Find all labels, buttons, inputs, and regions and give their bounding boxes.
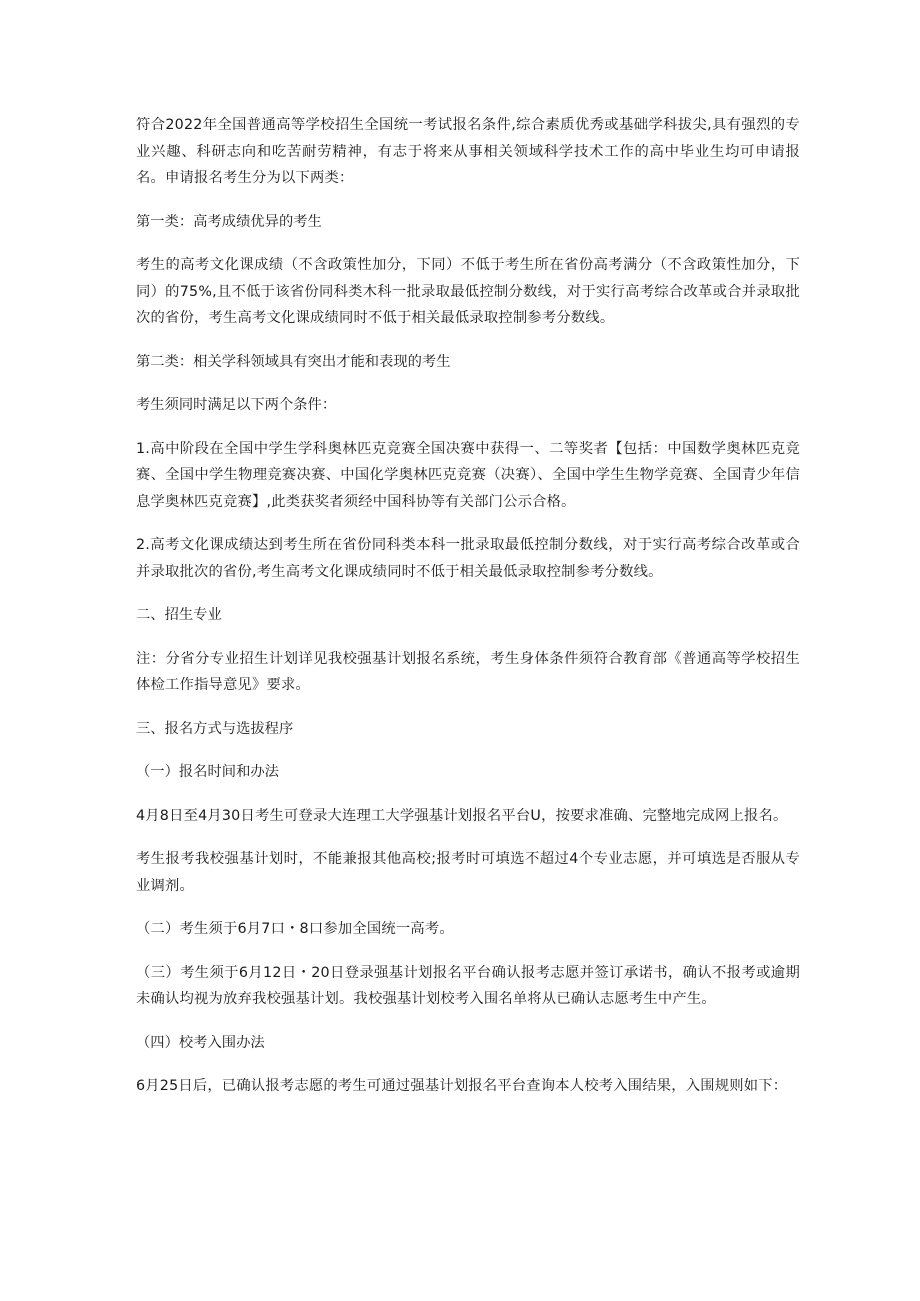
registration-time-paragraph: 4月8日至4月30日考生可登录大连理工大学强基计划报名平台U，按要求准确、完整地完成网上报名。 xyxy=(136,807,788,824)
category-two-heading: 第二类：相关学科领域具有突出才能和表现的考生 xyxy=(136,353,451,370)
subsection-four-heading: （四）校考入围办法 xyxy=(136,1034,265,1051)
subsection-one-heading: （一）报名时间和办法 xyxy=(136,764,279,780)
category-one-paragraph: 考生的高考文化课成绩（不含政策性加分，下同）不低于考生所在省份高考满分（不含政策性加分，下同）的75%,且不低于该省份同科类木科一批录取最低控制分数线，对于实行高考综合改革或合并录取批次的省份，考生高考文化课成绩同时不低于相关最低录取控制参考分数线。 xyxy=(136,257,800,326)
subsection-three-paragraph: （三）考生须于6月12日・20日登录强基计划报名平台确认报考志愿并签订承诺书，确认不报考或逾期未确认均视为放弃我校强基计划。我校强基计划校考入围名单将从已确认志愿考生中产生。 xyxy=(136,964,800,1007)
note-paragraph: 注：分省分专业招生计划详见我校强基计划报名系统，考生身体条件须符合教育部《普通高等学校招生体检工作指导意见》要求。 xyxy=(136,650,800,693)
condition-one-paragraph: 1.高中阶段在全国中学生学科奥林匹克竞赛全国决赛中获得一、二等奖者【包括：中国数学奥林匹克竞赛、全国中学生物理竞赛决赛、中国化学奥林匹克竞赛（决赛）、全国中学生生物学竞赛、全国青少年信息学奥林匹克竞赛】,此类获奖者须经中国科协等有关部门公示合格。 xyxy=(136,440,800,510)
registration-rules-paragraph: 考生报考我校强基计划时，不能兼报其他高校;报考时可填选不超过4个专业志愿，并可填选是否服从专业调剂。 xyxy=(136,851,800,894)
section-two-heading: 二、招生专业 xyxy=(136,607,222,623)
category-one-heading: 第一类：高考成绩优异的考生 xyxy=(136,213,322,230)
intro-paragraph: 符合2022年全国普通高等学校招生全国统一考试报名条件,综合素质优秀或基础学科拔尖,具有强烈的专业兴趣、科研志向和吃苦耐劳精神，有志于将来从事相关领域科学技术工作的高中毕业生均可申请报名。申请报名考生分为以下两类： xyxy=(136,117,800,186)
document-page xyxy=(136,112,800,1117)
admission-results-paragraph: 6月25日后，已确认报考志愿的考生可通过强基计划报名平台查询本人校考入围结果，入围规则如下： xyxy=(136,1078,788,1094)
subsection-two-paragraph: （二）考生须于6月7口・8口参加全国统一高考。 xyxy=(136,921,454,937)
condition-two-paragraph: 2.高考文化课成绩达到考生所在省份同科类本科一批录取最低控制分数线，对于实行高考综合改革或合并录取批次的省份,考生高考文化课成绩同时不低于相关最低录取控制参考分数线。 xyxy=(136,537,800,580)
section-three-heading: 三、报名方式与选拔程序 xyxy=(136,720,294,737)
conditions-intro: 考生须同时满足以下两个条件： xyxy=(136,397,337,413)
